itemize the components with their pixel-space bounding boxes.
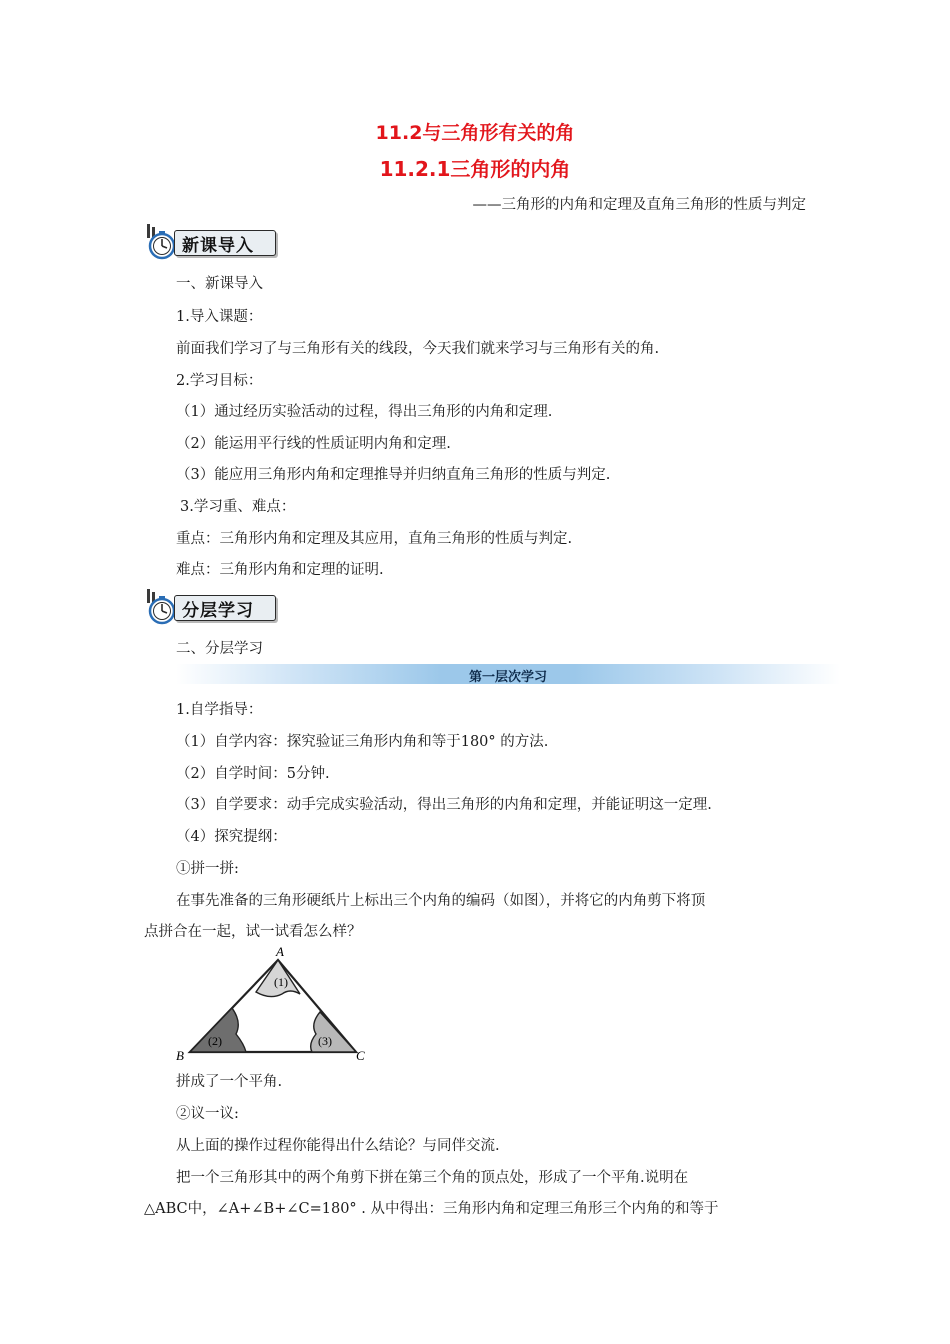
new-lesson-banner: [144, 222, 278, 262]
vertex-b-label: B: [176, 1048, 184, 1063]
vertex-a-label: A: [276, 944, 284, 959]
guide-item: （4）探究提纲：: [176, 829, 287, 845]
list-item: 1.自学指导：: [176, 702, 263, 718]
list-item: 3.学习重、难点：: [180, 499, 296, 515]
angle-2-label: (2): [208, 1034, 222, 1048]
vertex-c-label: C: [356, 1048, 365, 1063]
list-item: 2.学习目标：: [176, 373, 263, 389]
key-point: 重点：三角形内角和定理及其应用，直角三角形的性质与判定.: [176, 531, 573, 547]
goal-item: （3）能应用三角形内角和定理推导并归纳直角三角形的性质与判定.: [176, 467, 611, 483]
banner-label: 新课导入: [182, 236, 254, 256]
goal-item: （2）能运用平行线的性质证明内角和定理.: [176, 436, 451, 452]
section-heading: 二、分层学习: [176, 641, 263, 657]
paragraph: 在事先准备的三角形硬纸片上标出三个内角的编码（如图），并将它的内角剪下将顶: [176, 893, 706, 909]
step-heading: ②议一议:: [176, 1106, 239, 1122]
paragraph: 把一个三角形其中的两个角剪下拼在第三个角的顶点处，形成了一个平角.说明在: [176, 1170, 689, 1186]
step-heading: ①拼一拼:: [176, 861, 239, 877]
paragraph: 点拼合在一起，试一试看怎么样？: [144, 924, 362, 940]
layered-study-banner: [144, 587, 278, 627]
paragraph: △ABC中，∠A+∠B+∠C=180° . 从中得出：三角形内角和定理三角形三个内角的和等于: [144, 1201, 719, 1217]
section-title: 11.2.1三角形的内角: [379, 157, 571, 181]
level-label: 第一层次学习: [468, 670, 547, 685]
list-item: 1.导入课题：: [176, 309, 263, 325]
paragraph: 前面我们学习了与三角形有关的线段，今天我们就来学习与三角形有关的角.: [176, 341, 660, 357]
document-title: 11.2与三角形有关的角: [375, 122, 575, 144]
guide-item: （3）自学要求：动手完成实验活动，得出三角形的内角和定理，并能证明这一定理.: [176, 797, 712, 813]
result-text: 拼成了一个平角.: [176, 1074, 283, 1090]
angle-1-label: (1): [274, 975, 288, 989]
tagline: ——三角形的内角和定理及直角三角形的性质与判定: [472, 197, 806, 213]
guide-item: （1）自学内容：探究验证三角形内角和等于180° 的方法.: [176, 734, 549, 750]
angle-3-label: (3): [318, 1034, 332, 1048]
level-bar: [176, 664, 840, 684]
difficulty-point: 难点：三角形内角和定理的证明.: [176, 562, 384, 578]
triangle-figure: [174, 944, 374, 1066]
paragraph: 从上面的操作过程你能得出什么结论？与同伴交流.: [176, 1138, 500, 1154]
section-heading: 一、新课导入: [176, 276, 263, 292]
banner-label: 分层学习: [182, 601, 254, 621]
guide-item: （2）自学时间：5分钟.: [176, 766, 330, 782]
goal-item: （1）通过经历实验活动的过程，得出三角形的内角和定理.: [176, 404, 553, 420]
